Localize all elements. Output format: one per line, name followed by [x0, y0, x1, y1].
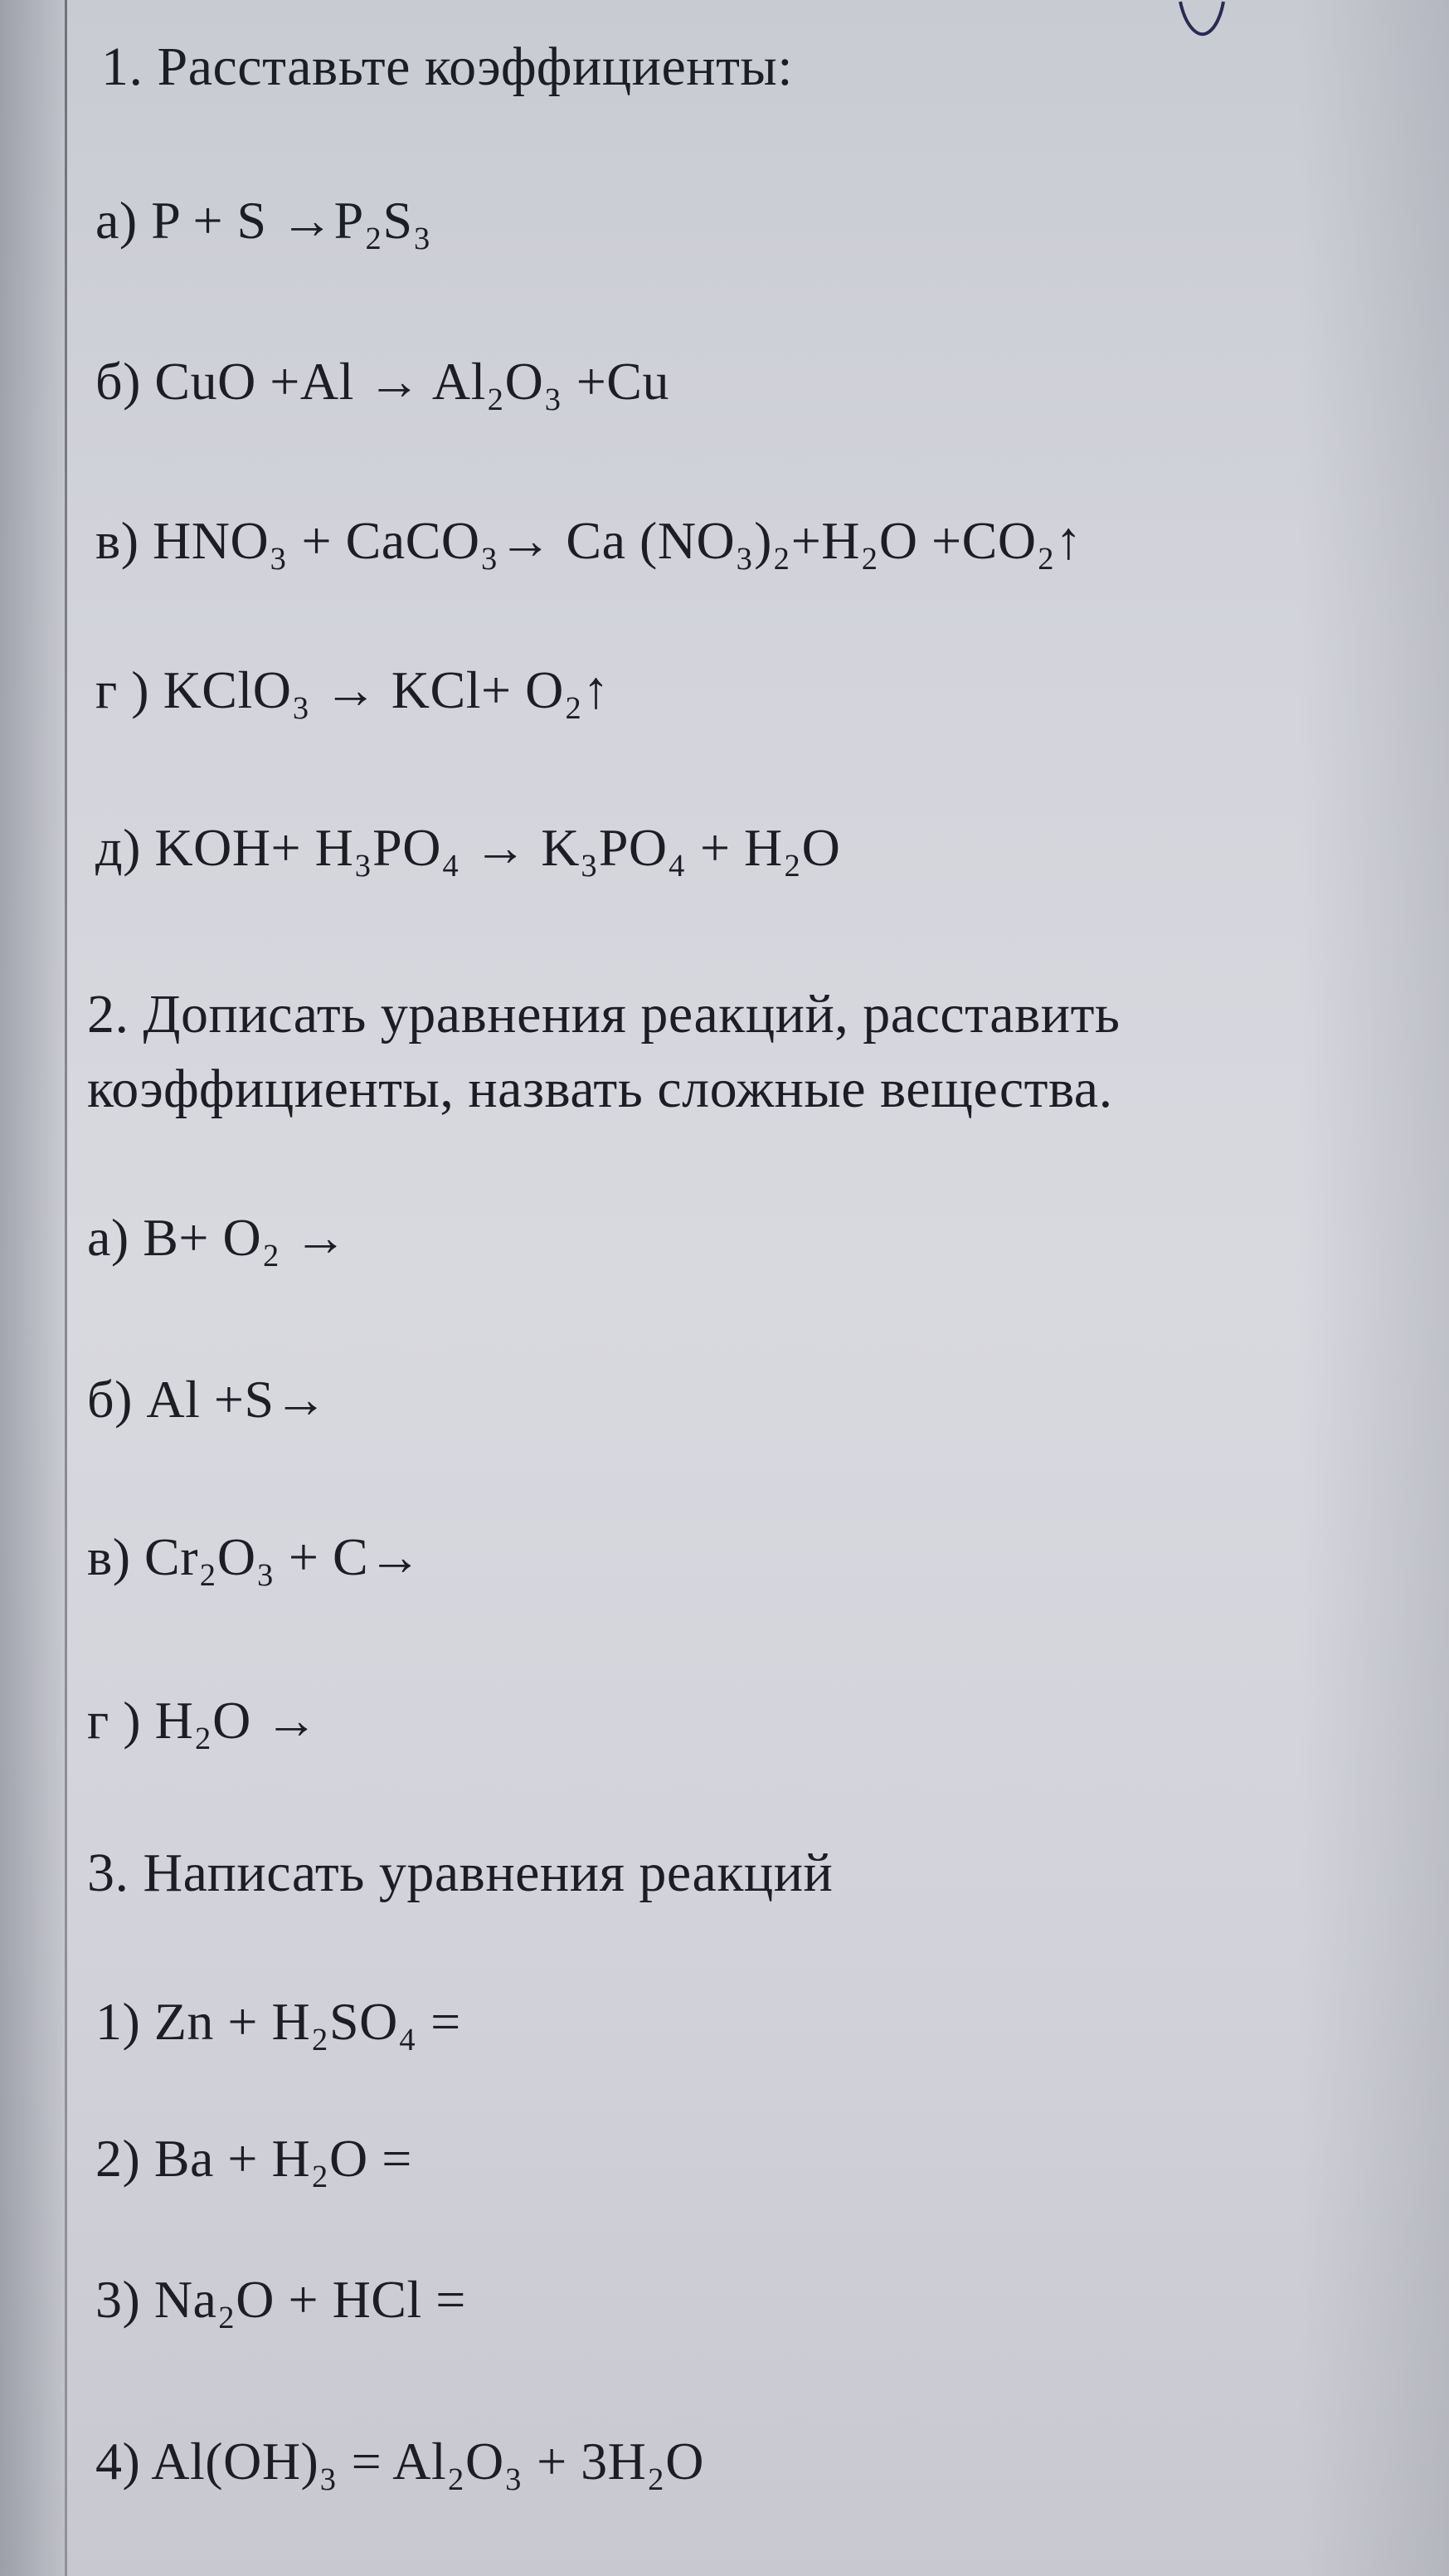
s3-item-4: 4) Al(OH)₃ = Al₂O₃ + 3H₂O	[95, 2432, 704, 2491]
s2-item-a: а) B+ O₂ →	[87, 1208, 348, 1267]
paper-right-shading	[1300, 0, 1449, 2576]
section-2-title-line2: коэффициенты, назвать сложные вещества.	[87, 1059, 1113, 1119]
section-2-title-line1: 2. Дописать уравнения реакций, расставить	[87, 984, 1121, 1045]
s1-item-b: б) CuO +Al → Al₂O₃ +Cu	[95, 352, 669, 411]
margin-fold-line	[65, 0, 67, 2576]
s3-item-2: 2) Ba + H₂O =	[95, 2129, 412, 2188]
s3-item-3: 3) Na₂O + HCl =	[95, 2270, 466, 2329]
section-3-title: 3. Написать уравнения реакций	[87, 1843, 834, 1903]
s1-item-v: в) HNO₃ + CaCO₃→ Ca (NO₃)₂+H₂O +CO₂↑	[95, 511, 1082, 570]
s1-item-d: д) KOH+ H₃PO₄ → K₃PO₄ + H₂O	[95, 818, 841, 877]
s1-item-g: г ) KClO₃ → KCl+ O₂↑	[95, 660, 610, 719]
section-1-title: 1. Расставьте коэффициенты:	[101, 37, 794, 97]
s2-item-v: в) Cr₂O₃ + C→	[87, 1527, 422, 1586]
s3-item-1: 1) Zn + H₂SO₄ =	[95, 1992, 461, 2051]
s2-item-b: б) Al +S→	[87, 1370, 328, 1429]
pen-mark-icon	[1174, 0, 1232, 40]
paper-edge-shadow	[0, 0, 65, 2576]
s1-item-a: а) P + S →P₂S₃	[95, 191, 432, 250]
s2-item-g: г ) H₂O →	[87, 1691, 318, 1750]
